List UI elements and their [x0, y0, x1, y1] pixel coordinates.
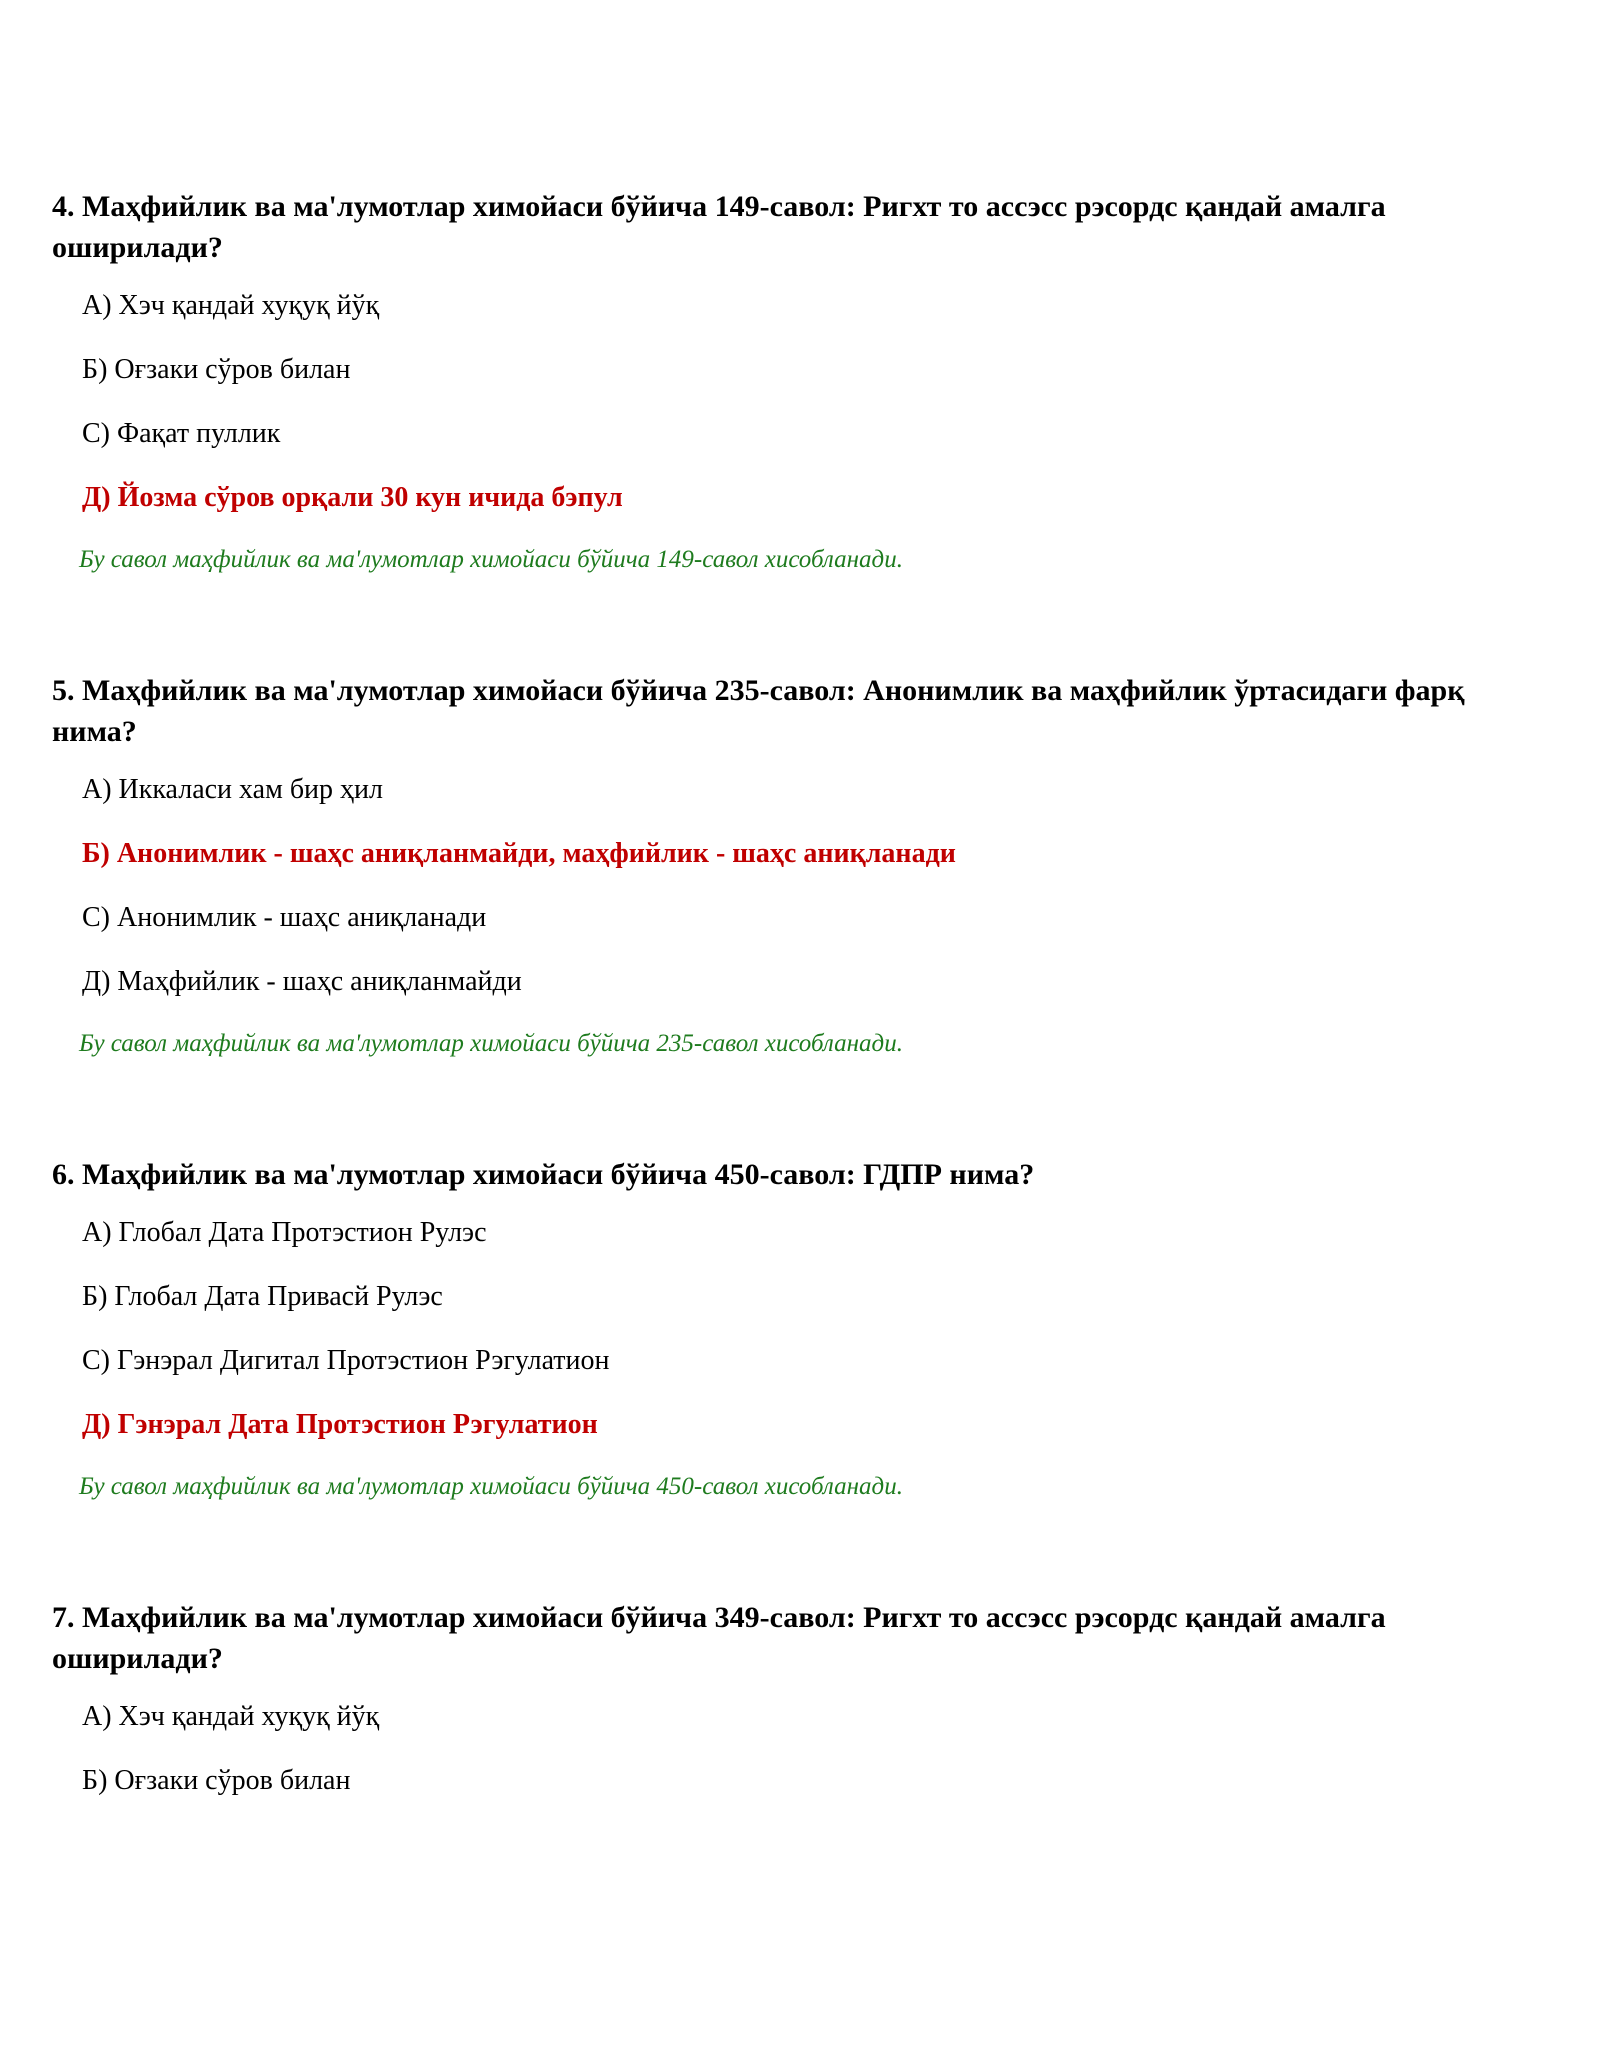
answer-option-d: Д) Гэнэрал Дата Протэстион Рэгулатион	[82, 1409, 598, 1440]
question-block	[52, 186, 1552, 578]
answer-option-c: C) Фақат пуллик	[82, 418, 281, 449]
question-note: Бу савол маҳфийлик ва ма'лумотлар химойаси бўйича 235-савол хисобланади.	[79, 1030, 903, 1057]
question-note: Бу савол маҳфийлик ва ма'лумотлар химойаси бўйича 450-савол хисобланади.	[79, 1473, 903, 1500]
answer-option-a: A) Глобал Дата Протэстион Рулэс	[82, 1217, 487, 1248]
question-title: 6. Маҳфийлик ва ма'лумотлар химойаси бўйича 450-савол: ГДПР нима?	[52, 1158, 1035, 1191]
question-title: 7. Маҳфийлик ва ма'лумотлар химойаси бўйича 349-савол: Ригхт то ассэсс рэсордс қандай амалга оширилади?	[52, 1601, 1386, 1675]
answer-option-b: Б) Оғзаки сўров билан	[82, 1765, 351, 1796]
answer-option-a: A) Иккаласи хам бир ҳил	[82, 774, 383, 805]
question-note: Бу савол маҳфийлик ва ма'лумотлар химойаси бўйича 149-савол хисобланади.	[79, 546, 903, 573]
quiz-page	[52, 186, 1552, 1893]
answer-option-d: Д) Йозма сўров орқали 30 кун ичида бэпул	[82, 482, 623, 513]
answer-option-c: C) Анонимлик - шаҳс аниқланади	[82, 902, 487, 933]
question-title: 5. Маҳфийлик ва ма'лумотлар химойаси бўйича 235-савол: Анонимлик ва маҳфийлик ўртасидаги фарқ нима?	[52, 674, 1465, 748]
answer-option-a: A) Хэч қандай хуқуқ йўқ	[82, 290, 380, 321]
answer-option-b: Б) Оғзаки сўров билан	[82, 354, 351, 385]
question-block	[52, 670, 1552, 1062]
question-block	[52, 1597, 1552, 1801]
answer-option-a: A) Хэч қандай хуқуқ йўқ	[82, 1701, 380, 1732]
answer-option-b: Б) Анонимлик - шаҳс аниқланмайди, маҳфийлик - шаҳс аниқланади	[82, 838, 956, 869]
question-block	[52, 1154, 1552, 1505]
answer-option-b: Б) Глобал Дата Привасй Рулэс	[82, 1281, 443, 1312]
answer-option-d: Д) Маҳфийлик - шаҳс аниқланмайди	[82, 966, 522, 997]
question-title: 4. Маҳфийлик ва ма'лумотлар химойаси бўйича 149-савол: Ригхт то ассэсс рэсордс қандай амалга оширилади?	[52, 190, 1386, 264]
answer-option-c: C) Гэнэрал Дигитал Протэстион Рэгулатион	[82, 1345, 610, 1376]
